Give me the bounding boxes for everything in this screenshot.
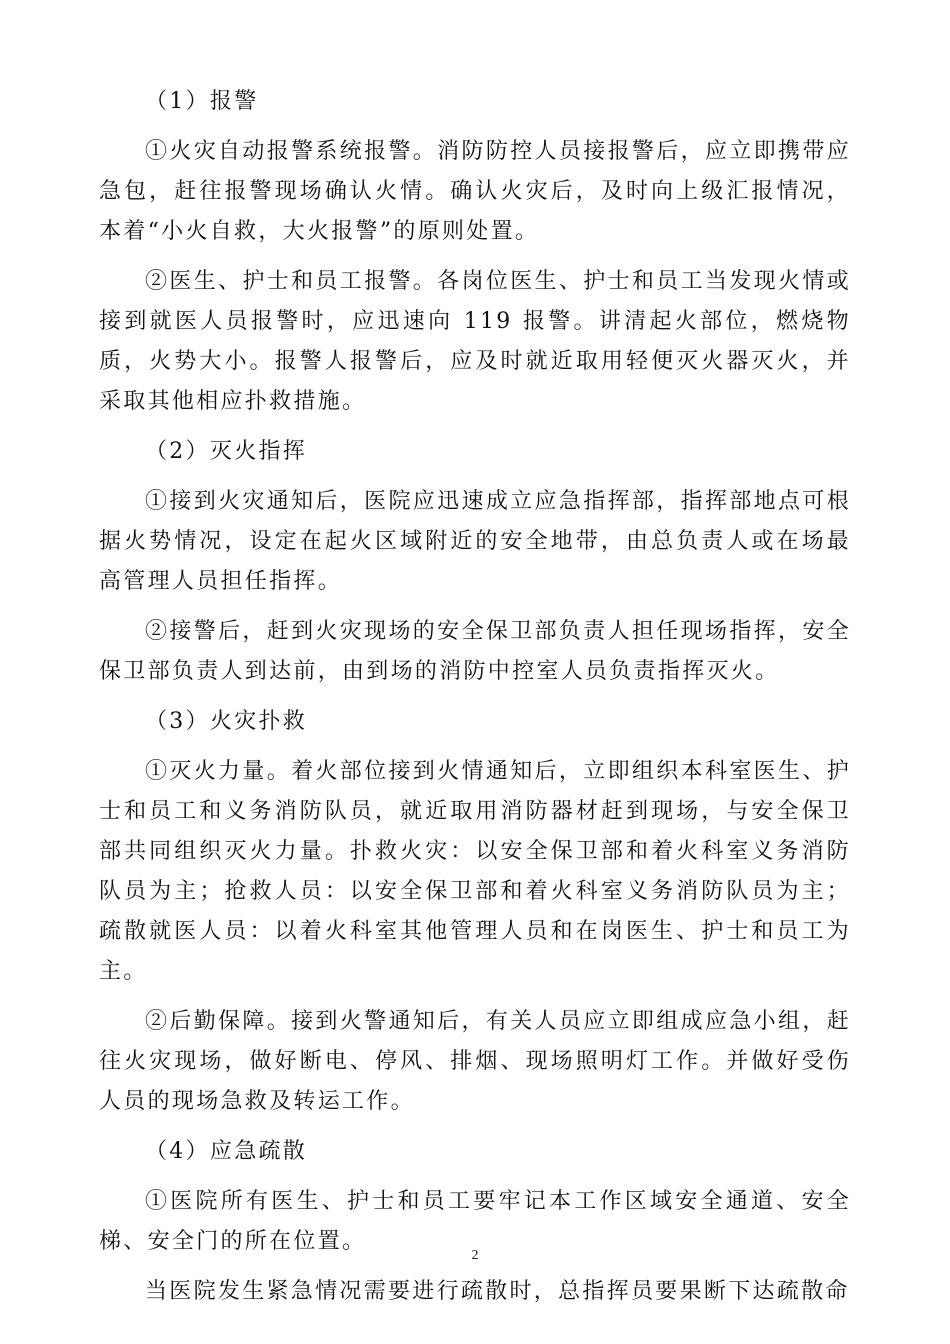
paragraph-evacuation-order: 当医院发生紧急情况需要进行疏散时，总指挥员要果断下达疏散命 xyxy=(145,1279,850,1304)
paragraph-command-setup: ①接到火灾通知后，医院应迅速成立应急指挥部，指挥部地点可根据火势情况，设定在起火区域附近的安全地带，由总负责人或在场最高管理人员担任指挥。 xyxy=(99,489,851,594)
page-number: 2 xyxy=(471,1248,479,1263)
paragraph-onsite-command: ②接警后，赶到火灾现场的安全保卫部负责人担任现场指挥，安全保卫部负责人到达前，由到场的消防中控室人员负责指挥灭火。 xyxy=(99,619,851,684)
paragraph-logistics: ②后勤保障。接到火警通知后，有关人员应立即组成应急小组，赶往火灾现场，做好断电、停风、排烟、现场照明灯工作。并做好受伤人员的现场急救及转运工作。 xyxy=(99,1009,851,1114)
document-body xyxy=(99,82,851,1322)
paragraph-evacuation-routes: ①医院所有医生、护士和员工要牢记本工作区域安全通道、安全梯、安全门的所在位置。 xyxy=(99,1189,851,1254)
section-heading-alarm: （1）报警 xyxy=(145,89,259,114)
paragraph-staff-alarm: ②医生、护士和员工报警。各岗位医生、护士和员工当发现火情或接到就医人员报警时，应迅速向 119 报警。讲清起火部位，燃烧物质，火势大小。报警人报警后，应及时就近取用轻便灭火器灭火，并采取其他相应扑救措施。 xyxy=(99,269,851,414)
section-heading-command: （2）灭火指挥 xyxy=(145,439,308,464)
section-heading-evacuation: （4）应急疏散 xyxy=(145,1139,308,1164)
paragraph-auto-alarm: ①火灾自动报警系统报警。消防防控人员接报警后，应立即携带应急包，赶往报警现场确认火情。确认火灾后，及时向上级汇报情况，本着“小火自救，大火报警”的原则处置。 xyxy=(99,139,851,244)
section-heading-firefighting: （3）火灾扑救 xyxy=(145,709,308,734)
paragraph-firefighting-force: ①灭火力量。着火部位接到火情通知后，立即组织本科室医生、护士和员工和义务消防队员，就近取用消防器材赶到现场，与安全保卫部共同组织灭火力量。扑救火灾：以安全保卫部和着火科室义务消防队员为主；抢救人员：以安全保卫部和着火科室义务消防队员为主；疏散就医人员：以着火科室其他管理人员和在岗医生、护士和员工为主。 xyxy=(99,759,851,984)
